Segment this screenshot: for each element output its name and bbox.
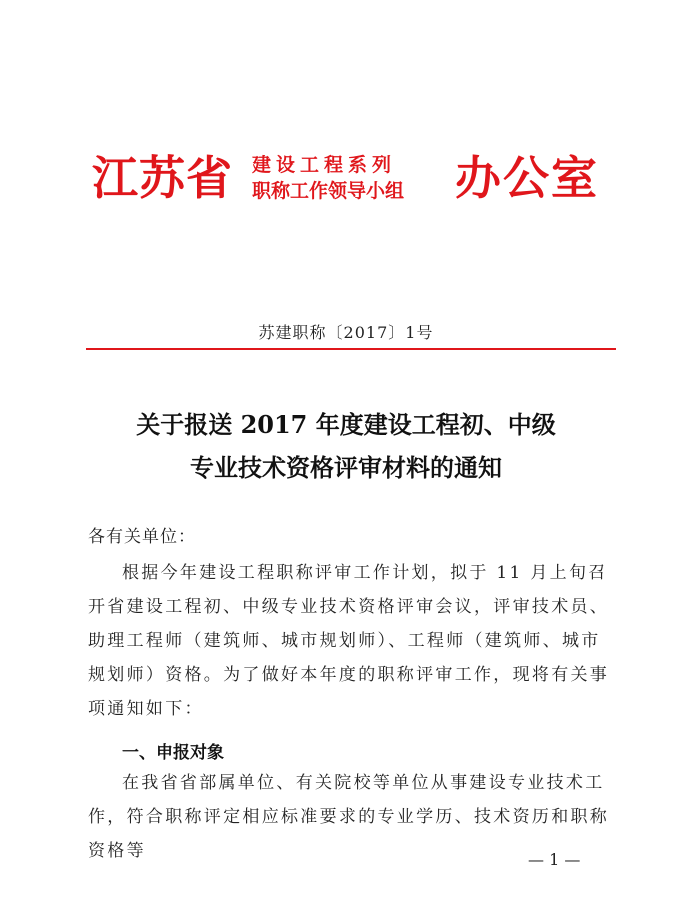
section-heading-1: 一、申报对象 [122,743,224,763]
letterhead-province: 江苏省 [92,151,233,205]
page-number: — 1 — [528,850,581,869]
letterhead-department [252,152,452,204]
document-title-line2: 专业技术资格评审材料的通知 [190,453,502,482]
red-divider-line [86,348,616,350]
document-title-line1: 关于报送 2017 年度建设工程初、中级 [136,410,556,439]
letterhead [0,148,692,218]
letterhead-office: 办公室 [455,151,599,205]
letterhead-department-line2: 职称工作领导小组 [252,180,405,202]
body-paragraph-2: 在我省省部属单位、有关院校等单位从事建设专业技术工作，符合职称评定相应标准要求的专业学历、技术资历和职称资格等 [88,773,610,861]
document-number: 苏建职称〔2017〕1号 [258,323,434,342]
letterhead-department-line1: 建设工程系列 [252,154,397,176]
salutation: 各有关单位： [88,527,196,547]
body-paragraph-1: 根据今年建设工程职称评审工作计划，拟于 11 月上旬召开省建设工程初、中级专业技术资格评审会议，评审技术员、助理工程师（建筑师、城市规划师）、工程师（建筑师、城市规划师）资格。为了做好本年度的职称评审工作，现将有关事项通知如下： [88,563,610,719]
